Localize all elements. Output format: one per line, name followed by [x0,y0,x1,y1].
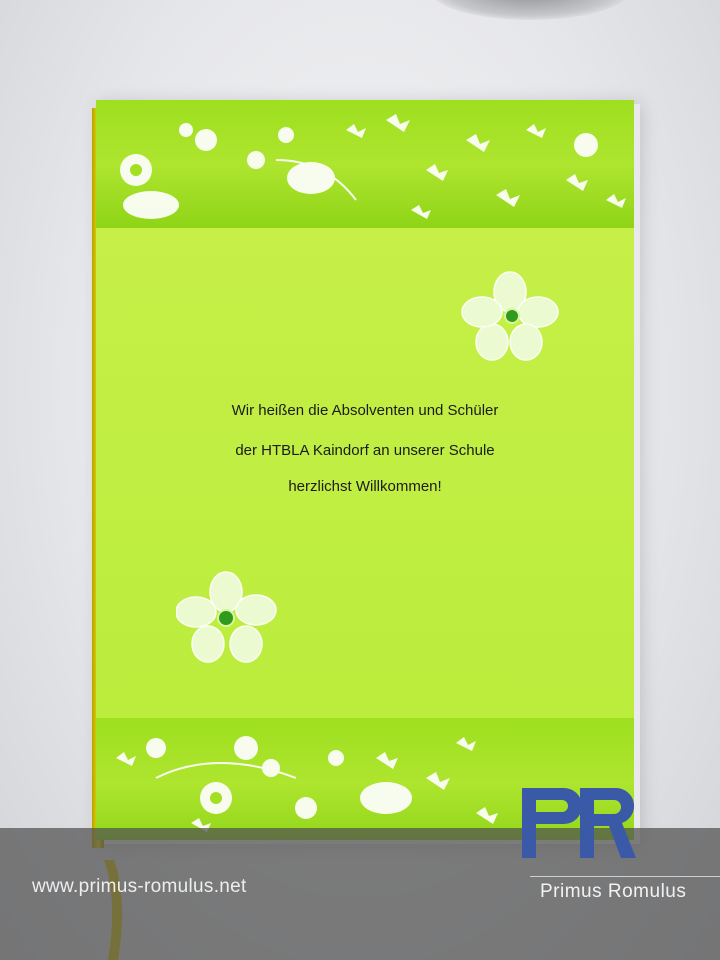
website-url: www.primus-romulus.net [32,876,247,897]
flower-top-right [460,270,560,362]
svg-text:PR: PR [520,782,522,783]
brand-name: Primus Romulus [540,881,687,902]
welcome-line-3: herzlichst Willkommen! [288,478,442,495]
flower-bottom-left [176,570,280,666]
primus-romulus-logo [520,782,640,862]
welcome-line-2: der HTBLA Kaindorf an unserer Schule [235,442,495,459]
brand-divider [530,876,720,877]
welcome-line-1: Wir heißen die Absolventen und Schüler [231,402,499,419]
plate-edge [430,0,630,20]
floral-band-top [96,100,634,228]
welcome-card [96,100,634,840]
